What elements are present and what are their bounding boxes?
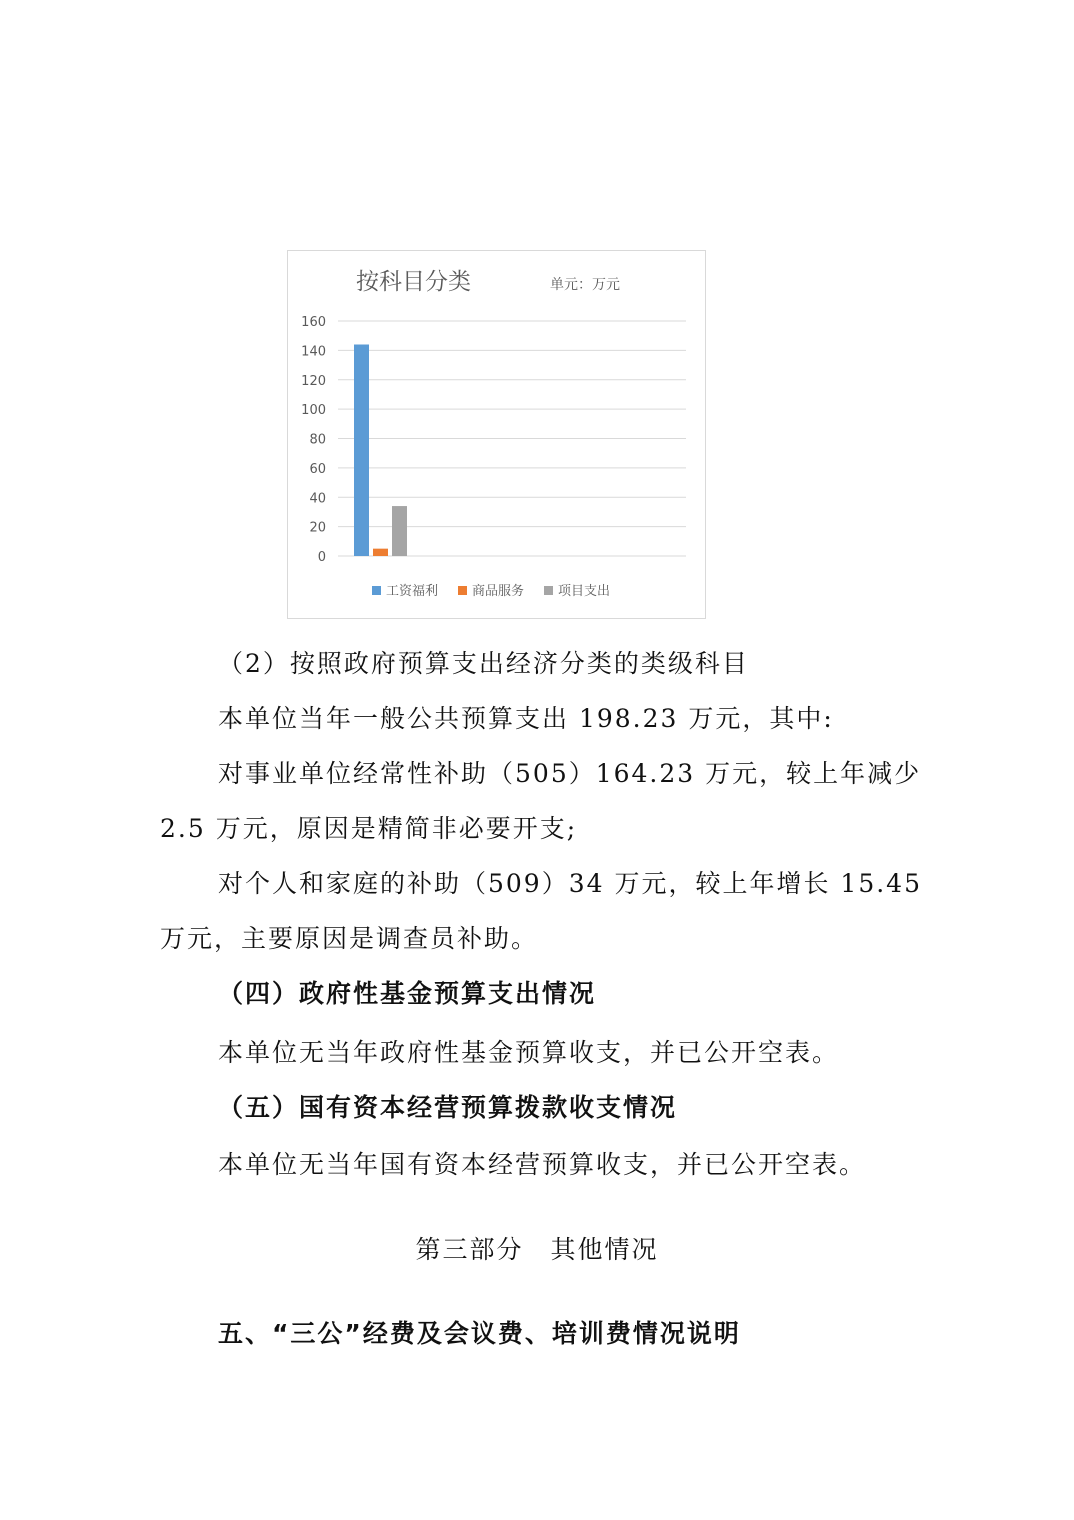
paragraph-total-expenditure: 本单位当年一般公共预算支出 198.23 万元，其中: bbox=[218, 704, 834, 733]
bar-工资福利 bbox=[354, 345, 369, 557]
bar-chart bbox=[288, 251, 707, 620]
y-tick-label: 0 bbox=[317, 550, 326, 565]
paragraph-505-line2: 2.5 万元，原因是精简非必要开支; bbox=[160, 814, 578, 843]
legend-label: 商品服务 bbox=[472, 584, 525, 599]
paragraph-509-line2: 万元，主要原因是调查员补助。 bbox=[160, 924, 539, 953]
chart-title: 按科目分类 bbox=[356, 269, 471, 295]
section-heading-fund-budget: （四）政府性基金预算支出情况 bbox=[218, 979, 597, 1008]
paragraph-509-line1: 对个人和家庭的补助（509）34 万元，较上年增长 15.45 bbox=[218, 869, 922, 898]
bar-商品服务 bbox=[373, 549, 388, 556]
section-heading-state-capital: （五）国有资本经营预算拨款收支情况 bbox=[218, 1093, 678, 1122]
y-tick-label: 160 bbox=[301, 315, 326, 330]
y-tick-label: 120 bbox=[301, 373, 326, 389]
y-tick-label: 80 bbox=[309, 432, 326, 448]
paragraph-fund-budget: 本单位无当年政府性基金预算收支，并已公开空表。 bbox=[218, 1038, 840, 1067]
y-tick-label: 60 bbox=[309, 461, 326, 477]
part-three-title: 第三部分 其他情况 bbox=[415, 1235, 659, 1264]
legend-label: 工资福利 bbox=[386, 584, 439, 599]
paragraph-classification-heading: （2）按照政府预算支出经济分类的类级科目 bbox=[218, 649, 749, 678]
y-tick-label: 20 bbox=[309, 520, 326, 536]
bar-项目支出 bbox=[392, 506, 407, 556]
legend-label: 项目支出 bbox=[558, 584, 611, 599]
chart-container bbox=[287, 250, 706, 619]
legend-swatch bbox=[458, 586, 467, 595]
chart-unit-label: 单元：万元 bbox=[550, 277, 620, 293]
paragraph-state-capital: 本单位无当年国有资本经营预算收支，并已公开空表。 bbox=[218, 1150, 867, 1179]
section-five-title: 五、“三公”经费及会议费、培训费情况说明 bbox=[218, 1319, 741, 1348]
legend-swatch bbox=[544, 586, 553, 595]
paragraph-505-line1: 对事业单位经常性补助（505）164.23 万元，较上年减少 bbox=[218, 759, 922, 788]
y-tick-label: 140 bbox=[301, 344, 326, 360]
y-tick-label: 100 bbox=[301, 403, 326, 419]
y-tick-label: 40 bbox=[309, 491, 326, 507]
legend-swatch bbox=[372, 586, 381, 595]
